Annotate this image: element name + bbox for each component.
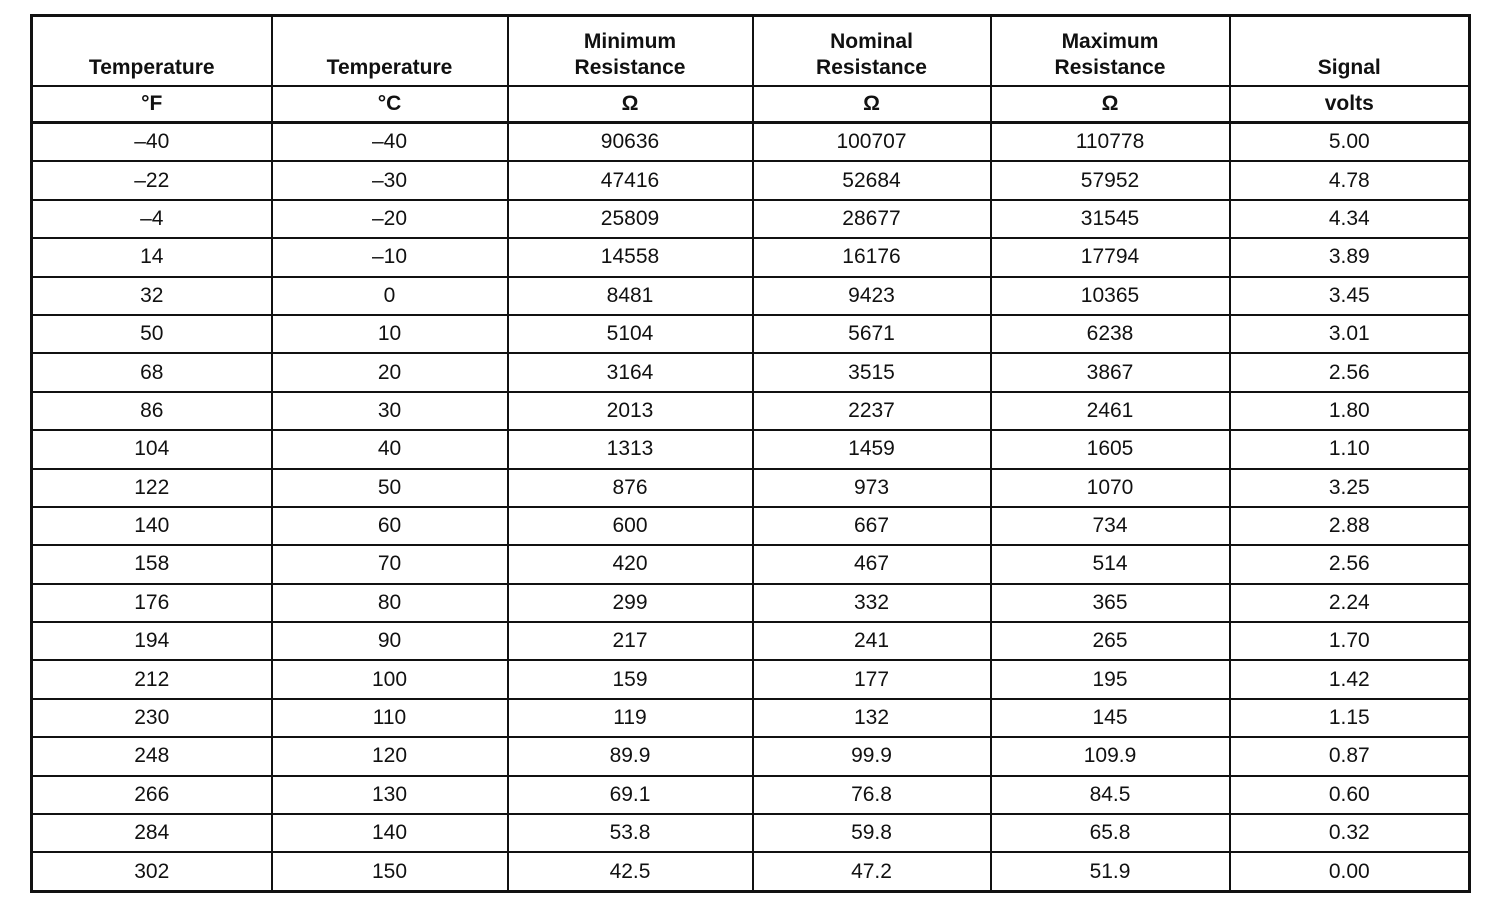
cell-nominal-resistance: 241 — [753, 622, 991, 660]
cell-max-resistance: 514 — [991, 545, 1230, 583]
header-line2: Signal — [1317, 56, 1381, 79]
cell-min-resistance: 159 — [508, 660, 753, 698]
header-units-row — [32, 86, 1470, 123]
header-line1: Nominal — [830, 30, 913, 53]
cell-min-resistance: 90636 — [508, 123, 753, 162]
cell-temp-c: 70 — [272, 545, 508, 583]
cell-nominal-resistance: 16176 — [753, 238, 991, 276]
cell-signal: 1.80 — [1230, 392, 1470, 430]
cell-min-resistance: 69.1 — [508, 776, 753, 814]
cell-nominal-resistance: 52684 — [753, 161, 991, 199]
cell-min-resistance: 5104 — [508, 315, 753, 353]
cell-nominal-resistance: 76.8 — [753, 776, 991, 814]
cell-temp-f: 194 — [32, 622, 272, 660]
cell-temp-f: 68 — [32, 353, 272, 391]
cell-max-resistance: 31545 — [991, 200, 1230, 238]
cell-temp-c: 60 — [272, 507, 508, 545]
table-row — [32, 161, 1470, 199]
cell-max-resistance: 17794 — [991, 238, 1230, 276]
table-row — [32, 238, 1470, 276]
cell-min-resistance: 217 — [508, 622, 753, 660]
unit-ohm-maximum: Ω — [991, 86, 1230, 123]
cell-temp-f: 122 — [32, 469, 272, 507]
cell-temp-c: 0 — [272, 277, 508, 315]
table-body — [32, 123, 1470, 892]
cell-temp-c: 130 — [272, 776, 508, 814]
cell-temp-f: –40 — [32, 123, 272, 162]
cell-nominal-resistance: 3515 — [753, 353, 991, 391]
cell-min-resistance: 42.5 — [508, 852, 753, 891]
cell-temp-c: 50 — [272, 469, 508, 507]
cell-temp-f: 32 — [32, 277, 272, 315]
cell-min-resistance: 876 — [508, 469, 753, 507]
table-row — [32, 776, 1470, 814]
cell-temp-c: –10 — [272, 238, 508, 276]
cell-temp-f: 230 — [32, 699, 272, 737]
cell-temp-c: –30 — [272, 161, 508, 199]
header-line2: Temperature — [326, 56, 453, 79]
cell-temp-c: 10 — [272, 315, 508, 353]
cell-max-resistance: 84.5 — [991, 776, 1230, 814]
cell-signal: 1.70 — [1230, 622, 1470, 660]
cell-signal: 1.15 — [1230, 699, 1470, 737]
cell-max-resistance: 365 — [991, 584, 1230, 622]
cell-signal: 2.56 — [1230, 545, 1470, 583]
cell-temp-c: 20 — [272, 353, 508, 391]
cell-nominal-resistance: 2237 — [753, 392, 991, 430]
table-row — [32, 277, 1470, 315]
table-row — [32, 507, 1470, 545]
cell-temp-c: 100 — [272, 660, 508, 698]
cell-max-resistance: 195 — [991, 660, 1230, 698]
cell-signal: 2.56 — [1230, 353, 1470, 391]
cell-nominal-resistance: 973 — [753, 469, 991, 507]
table-row — [32, 852, 1470, 891]
cell-temp-f: 104 — [32, 430, 272, 468]
cell-temp-f: 284 — [32, 814, 272, 852]
cell-temp-f: –4 — [32, 200, 272, 238]
table-row — [32, 622, 1470, 660]
temperature-resistance-table — [30, 14, 1471, 893]
table-row — [32, 660, 1470, 698]
cell-nominal-resistance: 5671 — [753, 315, 991, 353]
table-row — [32, 430, 1470, 468]
header-line1: Minimum — [583, 30, 677, 53]
cell-nominal-resistance: 667 — [753, 507, 991, 545]
unit-fahrenheit: °F — [32, 86, 272, 123]
cell-temp-c: 80 — [272, 584, 508, 622]
table-row — [32, 814, 1470, 852]
cell-min-resistance: 14558 — [508, 238, 753, 276]
cell-temp-f: 302 — [32, 852, 272, 891]
header-line1: Maximum — [1061, 30, 1159, 53]
cell-signal: 0.60 — [1230, 776, 1470, 814]
cell-max-resistance: 3867 — [991, 353, 1230, 391]
cell-max-resistance: 265 — [991, 622, 1230, 660]
cell-min-resistance: 1313 — [508, 430, 753, 468]
cell-max-resistance: 65.8 — [991, 814, 1230, 852]
cell-signal: 1.42 — [1230, 660, 1470, 698]
cell-min-resistance: 2013 — [508, 392, 753, 430]
cell-nominal-resistance: 99.9 — [753, 737, 991, 775]
cell-temp-c: 30 — [272, 392, 508, 430]
cell-nominal-resistance: 177 — [753, 660, 991, 698]
cell-temp-f: 140 — [32, 507, 272, 545]
cell-signal: 4.78 — [1230, 161, 1470, 199]
cell-temp-c: –20 — [272, 200, 508, 238]
cell-nominal-resistance: 28677 — [753, 200, 991, 238]
header-temperature-f — [32, 16, 272, 87]
table-row — [32, 392, 1470, 430]
cell-min-resistance: 3164 — [508, 353, 753, 391]
table-row — [32, 353, 1470, 391]
table-row — [32, 469, 1470, 507]
table-row — [32, 584, 1470, 622]
table-row — [32, 315, 1470, 353]
cell-signal: 0.87 — [1230, 737, 1470, 775]
cell-temp-f: 248 — [32, 737, 272, 775]
cell-temp-f: 158 — [32, 545, 272, 583]
cell-nominal-resistance: 100707 — [753, 123, 991, 162]
header-signal — [1230, 16, 1470, 87]
cell-max-resistance: 734 — [991, 507, 1230, 545]
header-nominal-resistance — [753, 16, 991, 87]
cell-max-resistance: 110778 — [991, 123, 1230, 162]
cell-nominal-resistance: 132 — [753, 699, 991, 737]
header-minimum-resistance — [508, 16, 753, 87]
cell-temp-c: 90 — [272, 622, 508, 660]
cell-nominal-resistance: 9423 — [753, 277, 991, 315]
cell-temp-f: 266 — [32, 776, 272, 814]
cell-signal: 3.01 — [1230, 315, 1470, 353]
cell-temp-f: 14 — [32, 238, 272, 276]
cell-nominal-resistance: 332 — [753, 584, 991, 622]
table-row — [32, 699, 1470, 737]
cell-min-resistance: 8481 — [508, 277, 753, 315]
cell-signal: 4.34 — [1230, 200, 1470, 238]
cell-max-resistance: 10365 — [991, 277, 1230, 315]
cell-temp-f: 176 — [32, 584, 272, 622]
cell-temp-c: 140 — [272, 814, 508, 852]
cell-signal: 3.25 — [1230, 469, 1470, 507]
header-line2: Resistance — [574, 56, 686, 79]
cell-temp-f: 212 — [32, 660, 272, 698]
cell-max-resistance: 51.9 — [991, 852, 1230, 891]
cell-signal: 5.00 — [1230, 123, 1470, 162]
cell-nominal-resistance: 47.2 — [753, 852, 991, 891]
table-row — [32, 545, 1470, 583]
header-temperature-c — [272, 16, 508, 87]
table-header — [32, 16, 1470, 123]
cell-temp-f: 86 — [32, 392, 272, 430]
unit-ohm-minimum: Ω — [508, 86, 753, 123]
table-row — [32, 200, 1470, 238]
cell-max-resistance: 57952 — [991, 161, 1230, 199]
cell-min-resistance: 299 — [508, 584, 753, 622]
header-line2: Temperature — [88, 56, 215, 79]
cell-temp-f: 50 — [32, 315, 272, 353]
header-label-row — [32, 16, 1470, 87]
header-maximum-resistance — [991, 16, 1230, 87]
cell-min-resistance: 25809 — [508, 200, 753, 238]
cell-min-resistance: 119 — [508, 699, 753, 737]
cell-temp-f: –22 — [32, 161, 272, 199]
cell-temp-c: –40 — [272, 123, 508, 162]
cell-min-resistance: 600 — [508, 507, 753, 545]
unit-ohm-nominal: Ω — [753, 86, 991, 123]
cell-nominal-resistance: 467 — [753, 545, 991, 583]
cell-min-resistance: 53.8 — [508, 814, 753, 852]
cell-nominal-resistance: 1459 — [753, 430, 991, 468]
unit-volts: volts — [1230, 86, 1470, 123]
cell-temp-c: 110 — [272, 699, 508, 737]
cell-temp-c: 120 — [272, 737, 508, 775]
cell-max-resistance: 1070 — [991, 469, 1230, 507]
cell-nominal-resistance: 59.8 — [753, 814, 991, 852]
table-row — [32, 123, 1470, 162]
cell-signal: 2.88 — [1230, 507, 1470, 545]
cell-max-resistance: 6238 — [991, 315, 1230, 353]
cell-temp-c: 40 — [272, 430, 508, 468]
cell-min-resistance: 89.9 — [508, 737, 753, 775]
cell-min-resistance: 47416 — [508, 161, 753, 199]
cell-max-resistance: 2461 — [991, 392, 1230, 430]
cell-signal: 2.24 — [1230, 584, 1470, 622]
cell-max-resistance: 1605 — [991, 430, 1230, 468]
header-line2: Resistance — [816, 56, 927, 79]
table-row — [32, 737, 1470, 775]
header-line2: Resistance — [1054, 56, 1166, 79]
cell-min-resistance: 420 — [508, 545, 753, 583]
cell-temp-c: 150 — [272, 852, 508, 891]
cell-signal: 0.32 — [1230, 814, 1470, 852]
cell-signal: 3.89 — [1230, 238, 1470, 276]
cell-max-resistance: 109.9 — [991, 737, 1230, 775]
cell-signal: 3.45 — [1230, 277, 1470, 315]
cell-max-resistance: 145 — [991, 699, 1230, 737]
cell-signal: 1.10 — [1230, 430, 1470, 468]
cell-signal: 0.00 — [1230, 852, 1470, 891]
unit-celsius: °C — [272, 86, 508, 123]
